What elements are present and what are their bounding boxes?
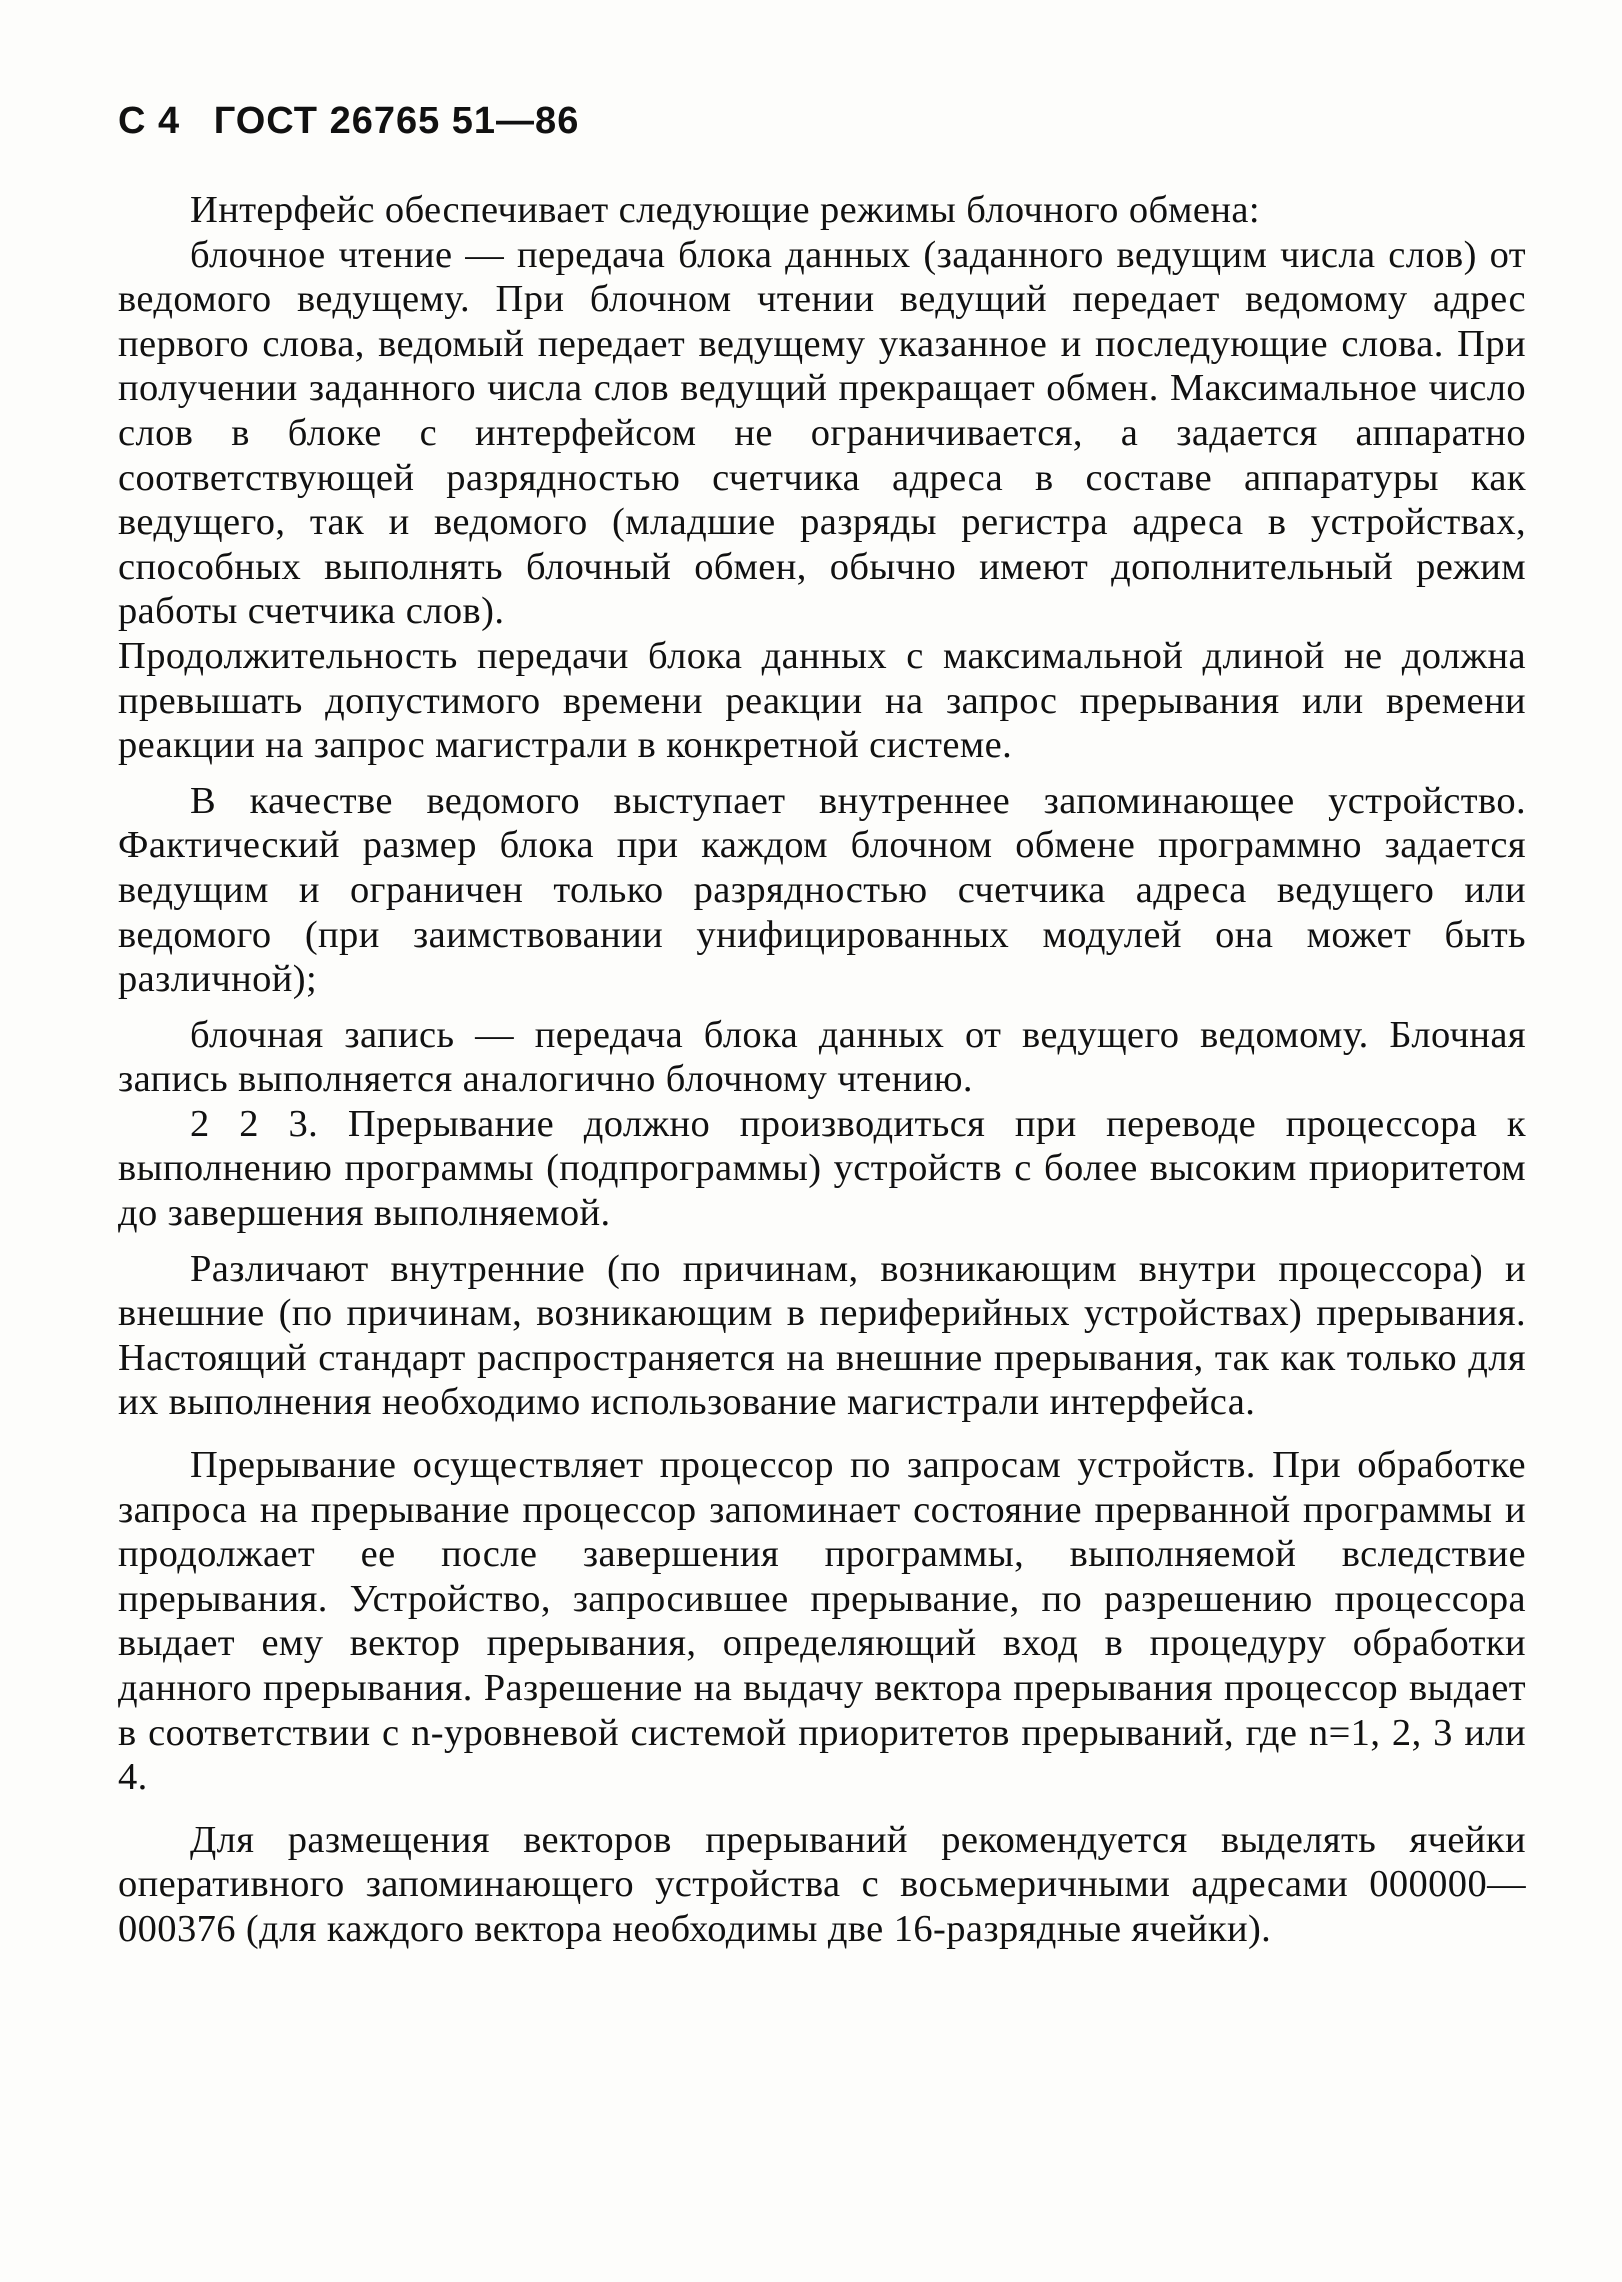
paragraph-block-read: блочное чтение — передача блока данных (заданного ведущим числа слов) от ведомого ведущему. При блочном чтении ведущий передает ведомому адрес первого слова, ведомый передает ведущему указанное и последующие слова. При получении заданного числа слов ведущий прекращает обмен. Максимальное число слов в блоке с интерфейсом не ограничивается, а задается аппаратно соответствующей разрядностью счетчика адреса в составе аппаратуры как ведущего, так и ведомого (младшие разряды регистра адреса в устройствах, способных выполнять блочный обмен, обычно имеют дополнительный режим работы счетчика слов).	[118, 233, 1526, 633]
paragraph-vector-placement: Для размещения векторов прерываний рекомендуется выделять ячейки оперативного запоминающего устройства с восьмеричными адресами 000000—000376 (для каждого вектора необходимы две 16-разрядные ячейки).	[118, 1818, 1526, 1950]
body-text	[118, 188, 1526, 1952]
standard-designation: ГОСТ 26765 51—86	[213, 100, 580, 142]
paragraph-interrupt-clause: 2 2 3. Прерывание должно производиться при переводе процессора к выполнению программы (подпрограммы) устройств с более высоким приоритетом до завершения выполняемой.	[118, 1102, 1526, 1235]
paragraph-interrupt-processing: Прерывание осуществляет процессор по запросам устройств. При обработке запроса на прерывание процессор запоминает состояние прерванной программы и продолжает ее после завершения программы, выполняемой вследствие прерывания. Устройство, запросившее прерывание, по разрешению процессора выдает ему вектор прерывания, определяющий вход в процедуру обработки данного прерывания. Разрешение на выдачу вектора прерывания процессор выдает в соответствии с n-уровневой системой приоритетов прерываний, где n=1, 2, 3 или 4.	[118, 1444, 1526, 1799]
paragraph-interrupt-types: Различают внутренние (по причинам, возникающим внутри процессора) и внешние (по причинам, возникающим в периферийных устройствах) прерывания. Настоящий стандарт распространяется на внешние прерывания, так как только для их выполнения необходимо использование магистрали интерфейса.	[118, 1247, 1526, 1424]
paragraph-block-duration: Продолжительность передачи блока данных с максимальной длиной не должна превышать допустимого времени реакции на запрос прерывания или времени реакции на запрос магистрали в конкретной системе.	[118, 634, 1526, 767]
paragraph-slave-memory: В качестве ведомого выступает внутреннее запоминающее устройство. Фактический размер блока при каждом блочном обмене программно задается ведущим и ограничен только разрядностью счетчика адреса ведущего или ведомого (при заимствовании унифицированных модулей она может быть различной);	[118, 779, 1526, 1001]
paragraph-intro: Интерфейс обеспечивает следующие режимы блочного обмена:	[190, 189, 1260, 231]
page-header	[118, 100, 601, 143]
paragraph-block-write: блочная запись — передача блока данных от ведущего ведомому. Блочная запись выполняется аналогично блочному чтению.	[118, 1013, 1526, 1101]
page-number: С 4	[118, 100, 181, 142]
